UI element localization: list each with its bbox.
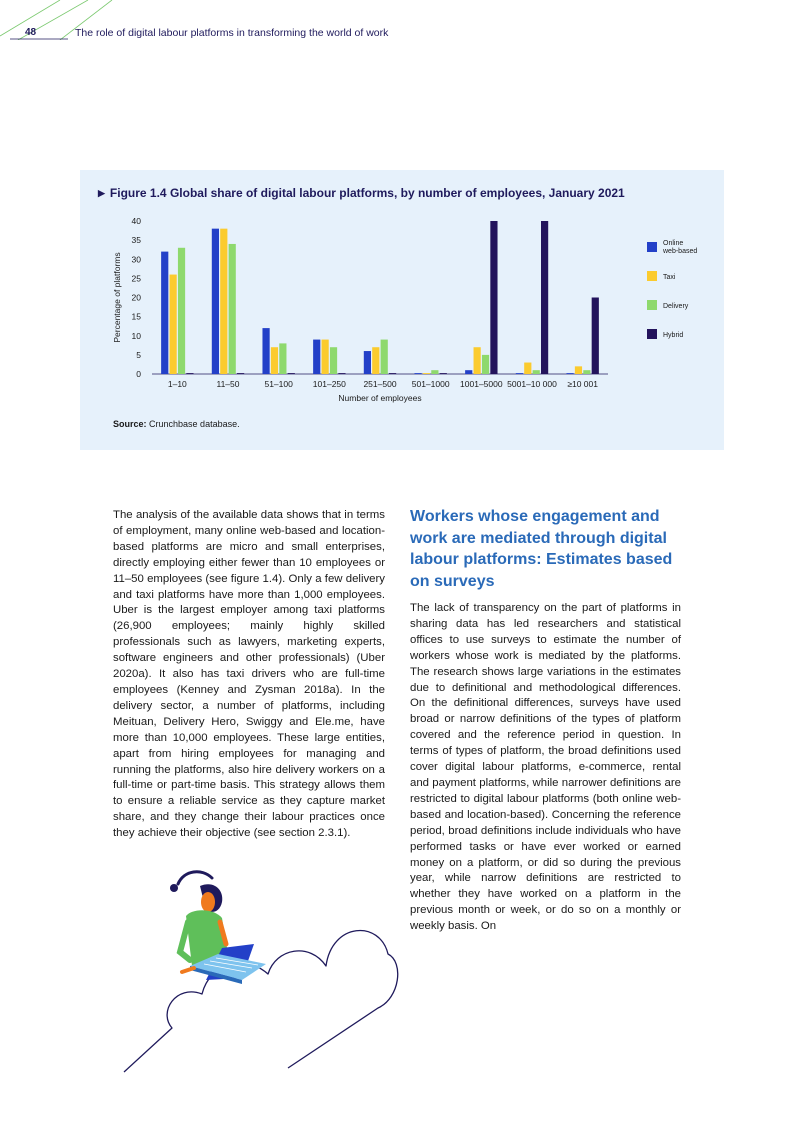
bar (313, 340, 320, 374)
source-label: Source: (113, 419, 147, 429)
figure-title (98, 186, 625, 200)
running-title: The role of digital labour platforms in transforming the world of work (75, 27, 389, 39)
bar (220, 229, 227, 374)
bar (322, 340, 329, 374)
section-heading: Workers whose engagement and work are mediated through digital labour platforms: Estimates based on surveys (410, 508, 673, 590)
bar (237, 373, 244, 374)
x-tick-label: 251–500 (363, 379, 397, 389)
y-tick-label: 20 (131, 292, 141, 303)
bar (364, 351, 371, 374)
figure-title-text: Figure 1.4 Global share of digital labour platforms, by number of employees, January 2021 (109, 186, 625, 200)
figure-source (113, 419, 240, 429)
bar (381, 340, 388, 374)
bar (338, 373, 345, 374)
bar (465, 370, 472, 374)
triangle-bullet-icon: ▶ (98, 188, 105, 198)
bar (271, 347, 278, 374)
y-tick-label: 10 (131, 330, 141, 341)
legend-label: Online (663, 240, 684, 247)
bar (575, 366, 582, 374)
legend-label: Delivery (663, 303, 689, 310)
left-column-text: The analysis of the available data shows that in terms of employment, many online web-based and location-based platforms are micro and small enterprises, directly employing either fewer than 10 employees or 11–50 employees (see figure 1.4). Only a few delivery and taxi platforms have more than 1,000 employees. Uber is the largest employer among taxi platforms (26,900 employees; mainly highly skilled professionals such as lawyers, marketing experts, software engineers and other professionals) (Uber 2020a). It also has taxi drivers who are full-time employees (Kenney and Zysman 2018a). In the delivery sector, a number of platforms, including Meituan, Delivery Hero, Swiggy and Ele.me, have more than 10,000 employees. These large entities, apart from hiring employees for managing and running the platforms, also hire delivery workers on a full-time or part-time basis. This strategy allows them to ensure a reliable service as they capture market share, and they change their labour practices once they achieve their objective (see section 2.3.1). (113, 509, 385, 840)
legend-swatch (647, 242, 657, 252)
y-tick-label: 5 (136, 349, 141, 360)
legend-label: web-based (663, 248, 698, 255)
bar (161, 252, 168, 374)
bar-chart (80, 170, 724, 450)
x-tick-label: 1001–5000 (460, 379, 503, 389)
bar (566, 373, 573, 374)
legend-label: Taxi (663, 274, 676, 281)
bar (533, 370, 540, 374)
bar (170, 275, 177, 374)
bar (389, 373, 396, 374)
source-text: Crunchbase database. (149, 419, 240, 429)
y-tick-label: 35 (131, 235, 141, 246)
legend-swatch (647, 271, 657, 281)
x-axis-label: Number of employees (338, 393, 422, 403)
x-tick-label: ≥10 001 (567, 379, 599, 389)
y-tick-label: 15 (131, 311, 141, 322)
bar (330, 347, 337, 374)
bar (423, 373, 430, 374)
x-tick-label: 1–10 (167, 379, 187, 389)
bar (212, 229, 219, 374)
bar (288, 373, 295, 374)
y-tick-label: 30 (131, 254, 141, 265)
y-tick-label: 0 (136, 369, 141, 379)
page-number: 48 (25, 27, 37, 38)
right-column-text: The lack of transparency on the part of platforms in sharing data has led researchers and statistical offices to use surveys to estimate the number of workers whose work is mediated by the platforms. The research shows large variations in the estimates due to definitional and methodological differences. On the definitional differences, surveys have used broad or narrow definitions of the types of platform covered and the reference period in question. In terms of types of platform, the broad definitions used cover digital labour platforms, e-commerce, rental and payment platforms, while narrower definitions are restricted to digital labour platforms (both online web-based and location-based). Concerning the reference period, broad definitions include individuals who have performed tasks or have ever worked or earned money on a platform, or did so during the previous year, while narrow definitions are restricted to whether they have worked on a platform in the previous month or week, or do so on a monthly or weekly basis. On (410, 602, 681, 933)
bar (583, 370, 590, 374)
bar (541, 221, 548, 374)
bar (516, 373, 523, 374)
figure-box (80, 170, 724, 450)
bar (490, 221, 497, 374)
y-axis-label: Percentage of platforms (112, 252, 122, 343)
bar (482, 355, 489, 374)
y-tick-label: 25 (131, 273, 141, 284)
bar (592, 298, 599, 375)
worker-on-cloud-illustration (118, 862, 400, 1087)
bar (524, 363, 531, 374)
bar (474, 347, 481, 374)
bar (372, 347, 379, 374)
x-tick-label: 101–250 (312, 379, 346, 389)
legend-swatch (647, 329, 657, 339)
y-tick-label: 40 (131, 216, 141, 226)
legend-label: Hybrid (663, 332, 684, 339)
legend-swatch (647, 300, 657, 310)
bar (431, 370, 438, 374)
x-tick-label: 51–100 (264, 379, 293, 389)
bar (262, 328, 269, 374)
bar (229, 244, 236, 374)
bar (178, 248, 185, 374)
x-tick-label: 11–50 (216, 379, 240, 389)
bar (414, 373, 421, 374)
bar (186, 373, 193, 374)
bar (440, 373, 447, 374)
x-tick-label: 501–1000 (411, 379, 450, 389)
bar (279, 343, 286, 374)
x-tick-label: 5001–10 000 (507, 379, 557, 389)
